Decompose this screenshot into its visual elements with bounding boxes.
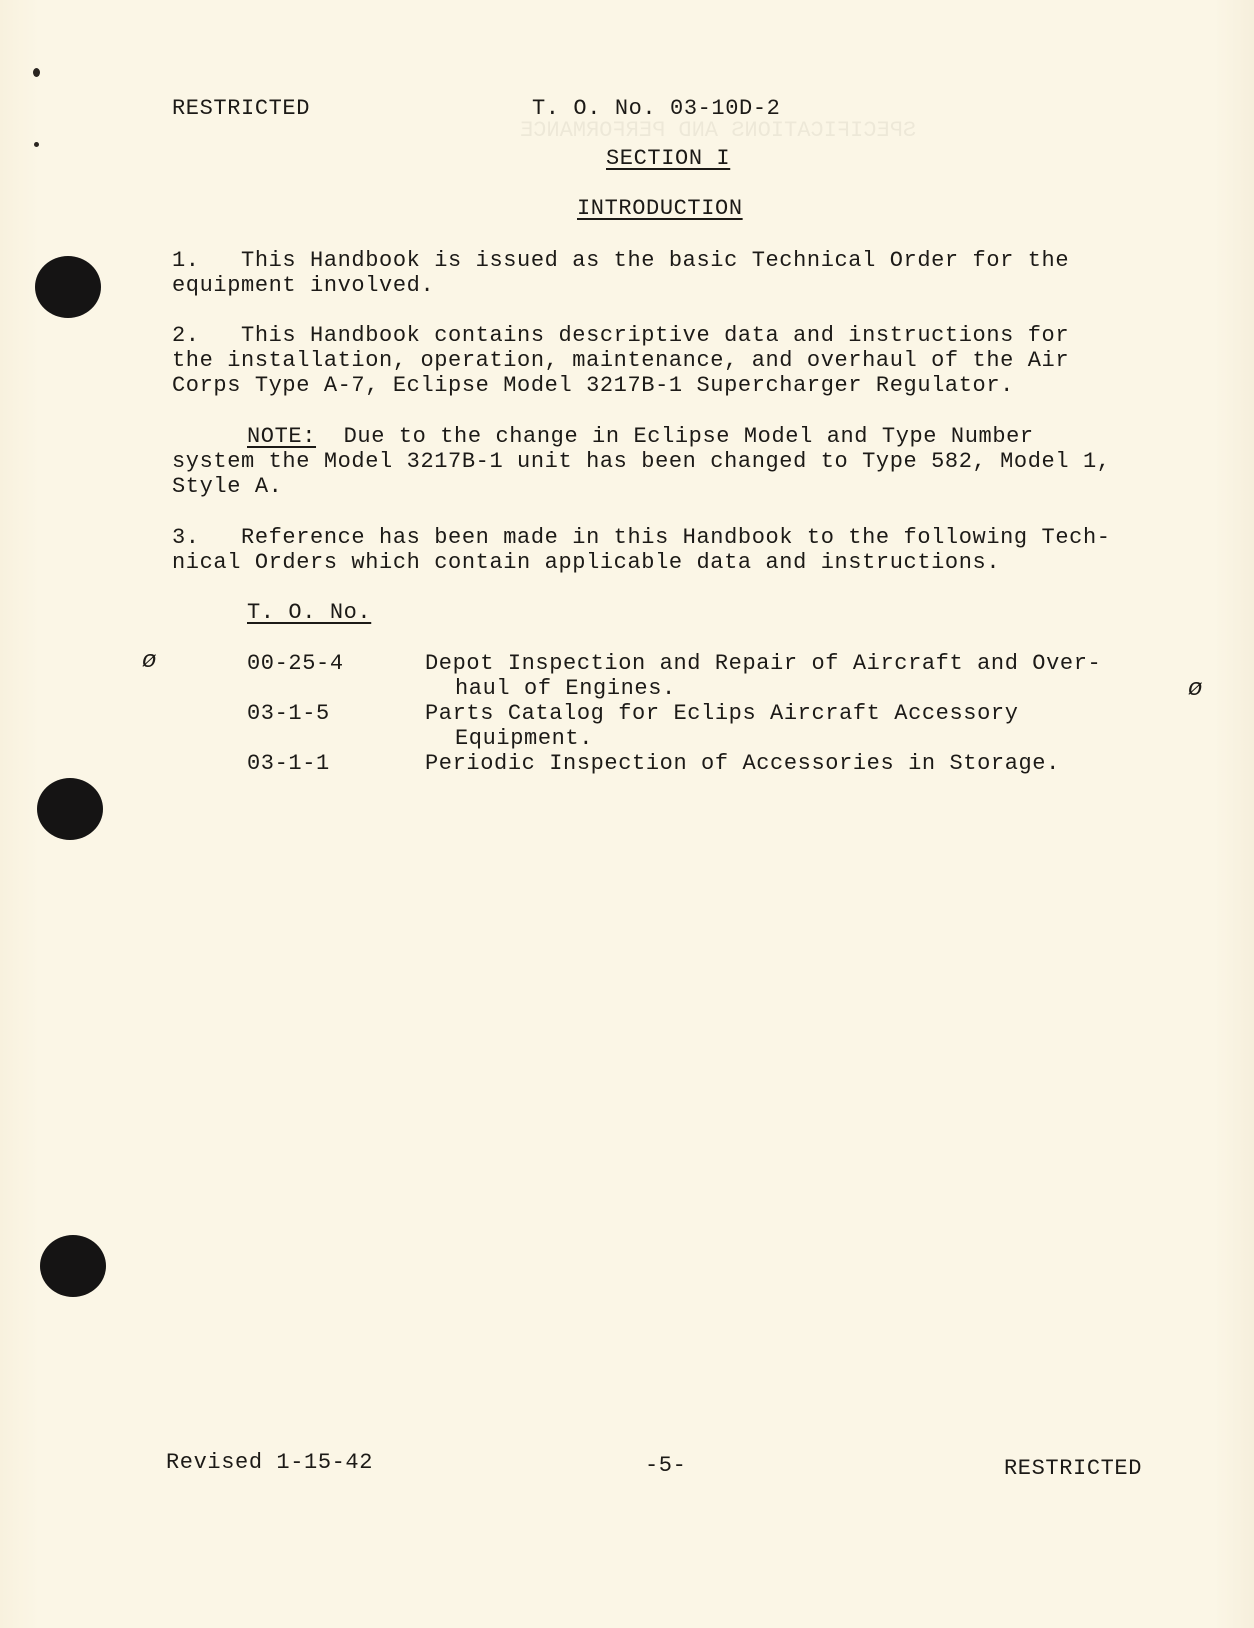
- paragraph-1-line: 1. This Handbook is issued as the basic Technical Order for the: [172, 248, 1070, 273]
- paragraph-2-line: Corps Type A-7, Eclipse Model 3217B-1 Supercharger Regulator.: [172, 373, 1014, 398]
- page-number: -5-: [645, 1453, 687, 1478]
- reference-number: 03-1-1: [247, 751, 330, 776]
- header-restricted-label: RESTRICTED: [172, 96, 311, 121]
- reference-title: Depot Inspection and Repair of Aircraft and Over-: [425, 651, 1102, 676]
- footer-restricted-label: RESTRICTED: [1004, 1456, 1143, 1481]
- reference-title: Periodic Inspection of Accessories in Storage.: [425, 751, 1060, 776]
- reference-title: haul of Engines.: [455, 676, 676, 701]
- note-label: NOTE:: [247, 424, 317, 449]
- change-mark-left: ø: [142, 648, 157, 675]
- footer-revision-date: Revised 1-15-42: [166, 1450, 374, 1475]
- paper-speck: [34, 142, 39, 147]
- paragraph-2-line: the installation, operation, maintenance, and overhaul of the Air: [172, 348, 1070, 373]
- note-line: [247, 424, 1034, 449]
- note-text: Due to the change in Eclipse Model and Type Number: [316, 424, 1034, 449]
- paper-speck: [33, 68, 40, 77]
- change-mark-right: ø: [1188, 676, 1203, 703]
- reference-title: Parts Catalog for Eclips Aircraft Accessory: [425, 701, 1019, 726]
- reference-column-header: T. O. No.: [247, 600, 372, 625]
- note-line: Style A.: [172, 474, 283, 499]
- binder-hole-middle: [37, 778, 103, 840]
- paragraph-3-line: 3. Reference has been made in this Handbook to the following Tech-: [172, 525, 1111, 550]
- paragraph-3-line: nical Orders which contain applicable data and instructions.: [172, 550, 1001, 575]
- reference-number: 03-1-5: [247, 701, 330, 726]
- binder-hole-top: [35, 256, 101, 318]
- reference-title: Equipment.: [455, 726, 594, 751]
- binder-hole-bottom: [40, 1235, 106, 1297]
- paragraph-2-line: 2. This Handbook contains descriptive data and instructions for: [172, 323, 1070, 348]
- bleed-through-text: SPECIFICATIONS AND PERFORMANCE: [520, 118, 917, 143]
- section-title: INTRODUCTION: [577, 196, 743, 221]
- reference-number: 00-25-4: [247, 651, 344, 676]
- paragraph-1-line: equipment involved.: [172, 273, 435, 298]
- technical-order-number: T. O. No. 03-10D-2: [532, 96, 781, 121]
- section-number: SECTION I: [606, 146, 731, 171]
- note-line: system the Model 3217B-1 unit has been changed to Type 582, Model 1,: [172, 449, 1111, 474]
